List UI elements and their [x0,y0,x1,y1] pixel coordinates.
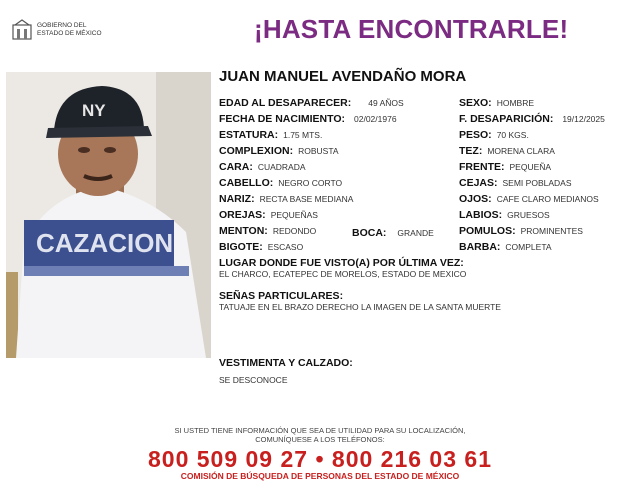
last-seen-text: EL CHARCO, ECATEPEC DE MORELOS, ESTADO DE MEXICO [219,269,467,279]
svg-text:CAZACION: CAZACION [36,228,174,258]
clothing-text: SE DESCONOCE [219,375,288,385]
logo-line-2: ESTADO DE MÉXICO [37,30,102,37]
contact-note [0,426,640,444]
particular-marks-text: TATUAJE EN EL BRAZO DERECHO LA IMAGEN DE LA SANTA MUERTE [219,302,501,312]
field-cara: CARA: CUADRADA [219,161,306,173]
person-photo [6,72,211,358]
field-fecha-nacimiento: FECHA DE NACIMIENTO: 02/02/1976 [219,113,397,125]
person-name: JUAN MANUEL AVENDAÑO MORA [219,68,467,85]
field-pomulos: POMULOS: PROMINENTES [459,225,583,237]
field-cabello: CABELLO: NEGRO CORTO [219,177,343,189]
field-edad: EDAD AL DESAPARECER: 49 AÑOS [219,97,404,109]
phone-numbers: 800 509 09 27 • 800 216 03 61 [147,446,492,472]
field-barba: BARBA: COMPLETA [459,241,552,253]
logo-line-1: GOBIERNO DEL [37,22,87,29]
field-bigote: BIGOTE: ESCASO [219,241,304,253]
field-nariz: NARIZ: RECTA BASE MEDIANA [219,193,354,205]
field-cejas: CEJAS: SEMI POBLADAS [459,177,572,189]
field-ojos: OJOS: CAFE CLARO MEDIANOS [459,193,599,205]
contact-note-line-2: COMUNÍQUESE A LOS TELÉFONOS: [255,435,385,444]
last-seen-title: LUGAR DONDE FUE VISTO(A) POR ÚLTIMA VEZ: [219,257,464,269]
field-orejas: OREJAS: PEQUEÑAS [219,209,318,221]
commission-name: COMISIÓN DE BÚSQUEDA DE PERSONAS DEL ESTADO DE MÉXICO [180,471,460,481]
field-tez: TEZ: MORENA CLARA [459,145,555,157]
clothing-title: VESTIMENTA Y CALZADO: [219,357,353,369]
government-logo [12,19,102,41]
field-frente: FRENTE: PEQUEÑA [459,161,552,173]
cap-logo-text: NY [82,101,106,120]
contact-note-line-1: SI USTED TIENE INFORMACIÓN QUE SEA DE UTILIDAD PARA SU LOCALIZACIÓN, [174,426,466,435]
field-fecha-desaparicion: F. DESAPARICIÓN: 19/12/2025 [459,113,605,125]
headline: ¡HASTA ENCONTRARLE! [254,14,569,44]
field-estatura: ESTATURA: 1.75 MTS. [219,129,323,141]
particular-marks-title: SEÑAS PARTICULARES: [219,290,344,302]
field-labios: LABIOS: GRUESOS [459,209,550,221]
field-peso: PESO: 70 KGS. [459,129,529,141]
field-sexo: SEXO: HOMBRE [459,97,534,109]
field-complexion: COMPLEXION: ROBUSTA [219,145,339,157]
field-boca: BOCA: GRANDE [352,227,434,239]
state-emblem-icon [12,19,32,41]
field-menton: MENTON: REDONDO [219,225,317,237]
